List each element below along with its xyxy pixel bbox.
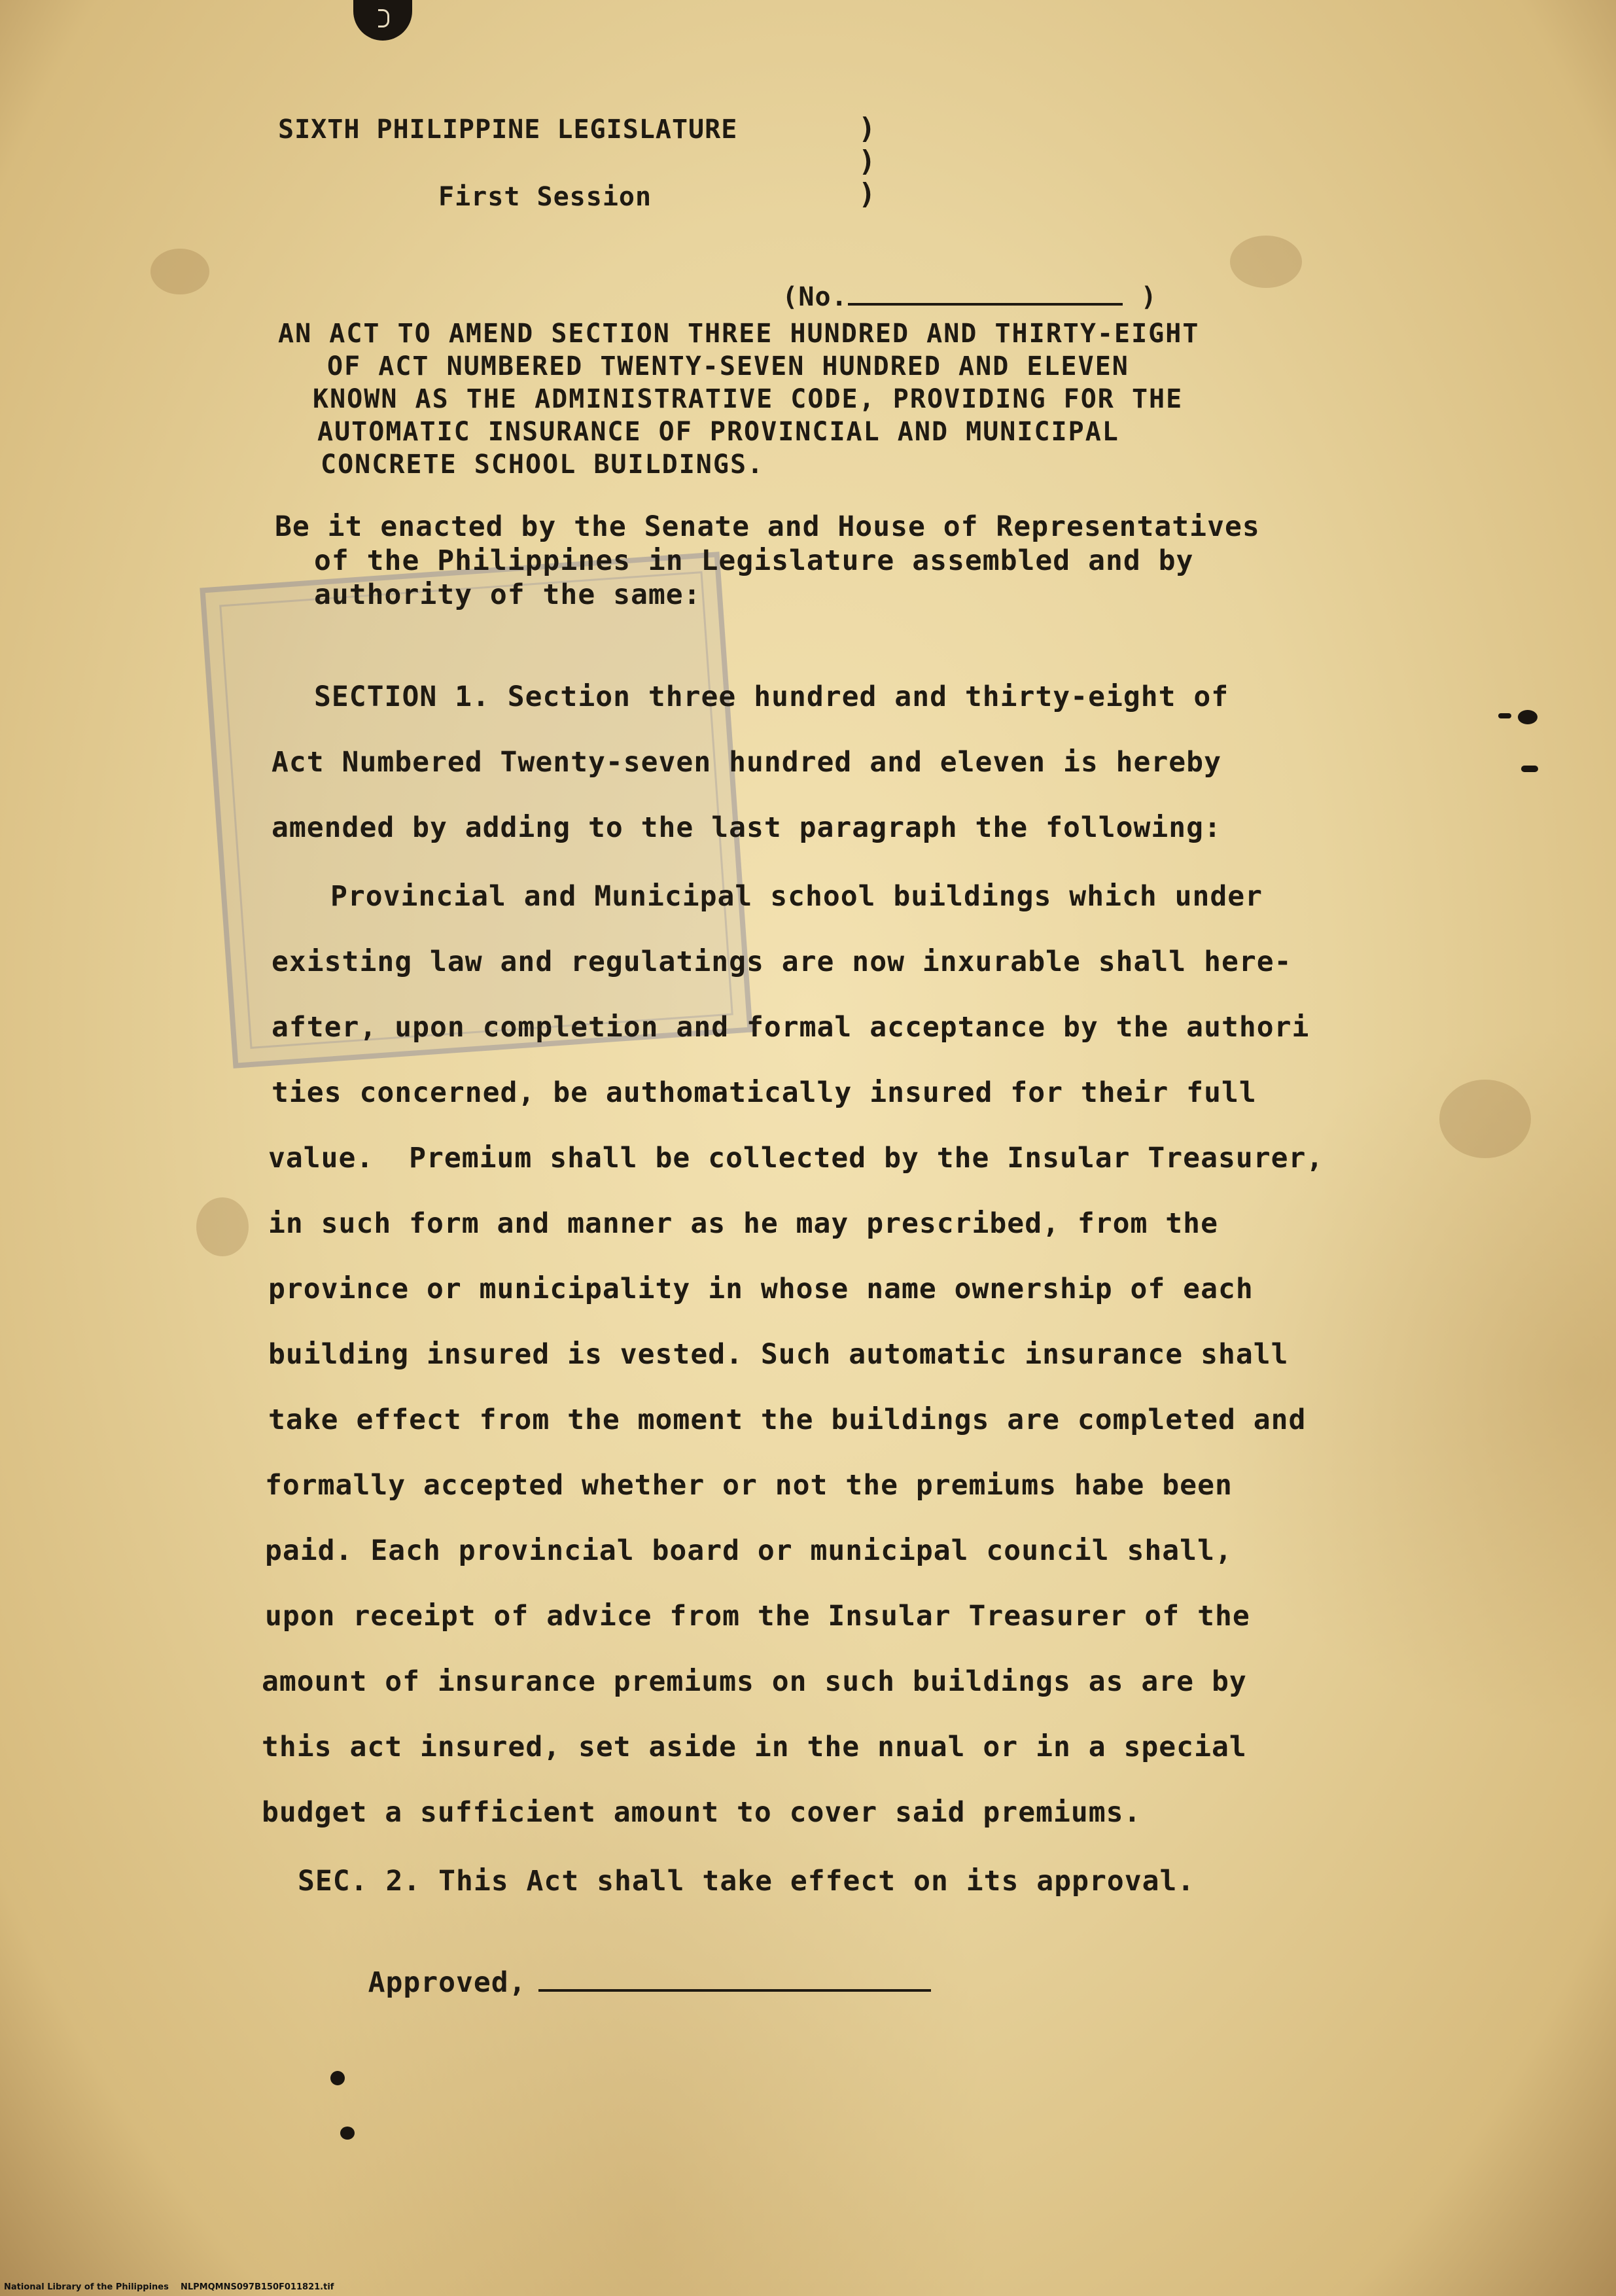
section-1-line: in such form and manner as he may prescribed, from the [268, 1207, 1218, 1240]
ink-mark [1521, 766, 1538, 772]
file-code: NLPMQMNS097B150F011821.tif [180, 2282, 334, 2292]
bill-number-blank [848, 299, 1123, 306]
section-2: SEC. 2. This Act shall take effect on its approval. [298, 1865, 1195, 1898]
ink-mark [1498, 713, 1511, 718]
bill-number-label: (No. [782, 282, 848, 312]
section-1-line: after, upon completion and formal acceptance by the authori [272, 1011, 1310, 1044]
enacting-line: authority of the same: [314, 578, 701, 611]
bill-number-close: ) [1140, 282, 1157, 312]
section-1-line: take effect from the moment the buildings are completed and [268, 1404, 1307, 1436]
enacting-line: of the Philippines in Legislature assembled and by [314, 544, 1194, 577]
ink-mark [1518, 710, 1537, 724]
section-1-line: Provincial and Municipal school buildings which under [330, 880, 1263, 913]
heading-brace: ) ) ) [858, 112, 876, 211]
title-line: AN ACT TO AMEND SECTION THREE HUNDRED AND THIRTY-EIGHT [278, 319, 1200, 349]
section-1-line: value. Premium shall be collected by the Insular Treasurer, [268, 1142, 1324, 1174]
section-1-line: province or municipality in whose name ownership of each [268, 1273, 1254, 1305]
ink-mark [330, 2071, 345, 2085]
section-1-line: formally accepted whether or not the premiums habe been [265, 1469, 1233, 1502]
session-heading: First Session [438, 182, 652, 212]
section-1-line: this act insured, set aside in the nnual or in a special [262, 1731, 1247, 1763]
legislature-heading: SIXTH PHILIPPINE LEGISLATURE [278, 115, 738, 145]
approval-line [298, 1934, 931, 2032]
title-line: OF ACT NUMBERED TWENTY-SEVEN HUNDRED AND ELEVEN [327, 351, 1129, 381]
section-1-line: amended by adding to the last paragraph the following: [272, 811, 1221, 844]
approval-blank [538, 1985, 931, 1992]
title-line: AUTOMATIC INSURANCE OF PROVINCIAL AND MUNICIPAL [317, 417, 1119, 447]
section-1-line: paid. Each provincial board or municipal council shall, [265, 1534, 1233, 1567]
library-credit: National Library of the Philippines [4, 2282, 169, 2292]
section-1-line: existing law and regulatings are now inxurable shall here- [272, 945, 1292, 978]
section-1-line: ties concerned, be authomatically insured for their full [272, 1076, 1257, 1109]
section-1-line: amount of insurance premiums on such buildings as are by [262, 1665, 1247, 1698]
archive-footer [4, 2282, 334, 2292]
section-1-line: budget a sufficient amount to cover said premiums. [262, 1796, 1142, 1829]
section-1-line: upon receipt of advice from the Insular Treasurer of the [265, 1600, 1250, 1633]
approval-label: Approved, [368, 1966, 527, 1999]
title-line: CONCRETE SCHOOL BUILDINGS. [321, 450, 765, 480]
punch-hole [353, 0, 412, 41]
enacting-line: Be it enacted by the Senate and House of Representatives [275, 510, 1260, 543]
section-1-line: building insured is vested. Such automatic insurance shall [268, 1338, 1289, 1371]
faded-stamp [200, 552, 752, 1069]
section-1-line: SECTION 1. Section three hundred and thirty-eight of [314, 680, 1229, 713]
section-1-line: Act Numbered Twenty-seven hundred and eleven is hereby [272, 746, 1221, 779]
ink-mark [340, 2127, 355, 2140]
title-line: KNOWN AS THE ADMINISTRATIVE CODE, PROVIDING FOR THE [313, 384, 1184, 414]
